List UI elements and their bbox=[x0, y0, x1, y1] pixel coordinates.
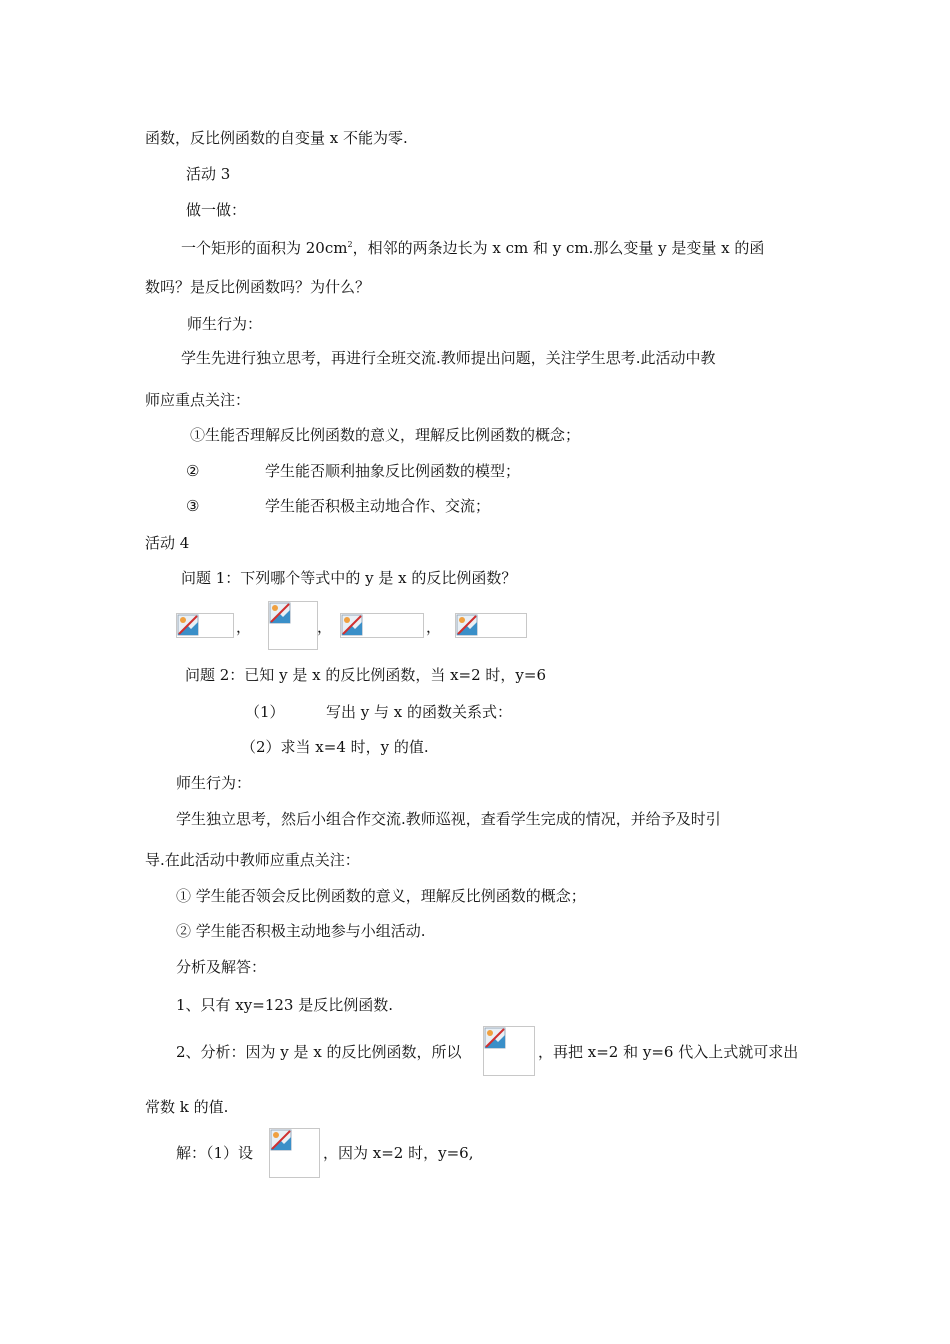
question-line: 问题 1：下列哪个等式中的 y 是 x 的反比例函数？ bbox=[181, 569, 517, 587]
list-item: 学生能否积极主动地合作、交流； bbox=[265, 497, 491, 515]
separator-comma: ， bbox=[317, 618, 333, 636]
broken-image-icon bbox=[456, 614, 478, 636]
list-item: 学生能否顺利抽象反比例函数的模型； bbox=[265, 462, 521, 480]
text-line: 函数，反比例函数的自变量 x 不能为零. bbox=[145, 129, 408, 147]
text-line: 1、只有 xy=123 是反比例函数. bbox=[176, 996, 393, 1014]
list-item-marker: ② bbox=[186, 462, 200, 480]
separator-comma: ， bbox=[236, 618, 252, 636]
text-line: 师生行为： bbox=[176, 774, 252, 792]
separator-comma: ， bbox=[426, 618, 442, 636]
text-line bbox=[181, 235, 764, 258]
text-line: 常数 k 的值. bbox=[145, 1098, 229, 1116]
text-line: ，因为 x=2 时，y=6, bbox=[323, 1144, 474, 1162]
broken-image-icon bbox=[484, 1027, 506, 1049]
sub-question: 写出 y 与 x 的函数关系式： bbox=[326, 703, 513, 721]
broken-image-icon bbox=[269, 602, 291, 624]
equation-image bbox=[340, 613, 424, 638]
text-line: 师生行为： bbox=[187, 315, 263, 333]
text-span: 一个矩形的面积为 20cm bbox=[181, 239, 348, 257]
text-line: 学生独立思考，然后小组合作交流.教师巡视，查看学生完成的情况，并给予及时引 bbox=[176, 810, 721, 828]
equation-image bbox=[268, 601, 318, 650]
superscript: 2 bbox=[347, 240, 353, 249]
text-line: 师应重点关注： bbox=[145, 391, 251, 409]
text-line: 做一做： bbox=[186, 201, 247, 219]
question-line: 问题 2：已知 y 是 x 的反比例函数，当 x=2 时，y=6 bbox=[185, 666, 547, 684]
text-line: 2、分析：因为 y 是 x 的反比例函数，所以 bbox=[176, 1043, 462, 1061]
text-line: 学生先进行独立思考，再进行全班交流.教师提出问题，关注学生思考.此活动中教 bbox=[181, 349, 716, 367]
text-span: ，相邻的两条边长为 x cm 和 y cm.那么变量 y 是变量 x 的函 bbox=[352, 239, 765, 257]
sub-question-marker: （1） bbox=[245, 703, 285, 721]
formula-image bbox=[483, 1026, 535, 1076]
text-line: 分析及解答： bbox=[176, 958, 267, 976]
activity-heading: 活动 4 bbox=[145, 534, 190, 552]
text-line: ，再把 x=2 和 y=6 代入上式就可求出 bbox=[538, 1043, 799, 1061]
list-item-marker: ③ bbox=[186, 497, 200, 515]
text-line: 数吗？是反比例函数吗？为什么？ bbox=[145, 278, 371, 296]
broken-image-icon bbox=[270, 1129, 292, 1151]
text-line: 解：（1）设 bbox=[176, 1144, 254, 1162]
list-item: ① 学生能否领会反比例函数的意义，理解反比例函数的概念； bbox=[176, 887, 586, 905]
equation-image bbox=[455, 613, 527, 638]
activity-heading: 活动 3 bbox=[186, 165, 231, 183]
list-item: ② 学生能否积极主动地参与小组活动. bbox=[176, 922, 426, 940]
broken-image-icon bbox=[341, 614, 363, 636]
equation-image bbox=[176, 613, 234, 638]
list-item: ①生能否理解反比例函数的意义，理解反比例函数的概念； bbox=[190, 426, 581, 444]
broken-image-icon bbox=[177, 614, 199, 636]
formula-image bbox=[269, 1128, 320, 1178]
text-line: 导.在此活动中教师应重点关注： bbox=[145, 851, 360, 869]
sub-question: （2）求当 x=4 时，y 的值. bbox=[241, 738, 429, 756]
